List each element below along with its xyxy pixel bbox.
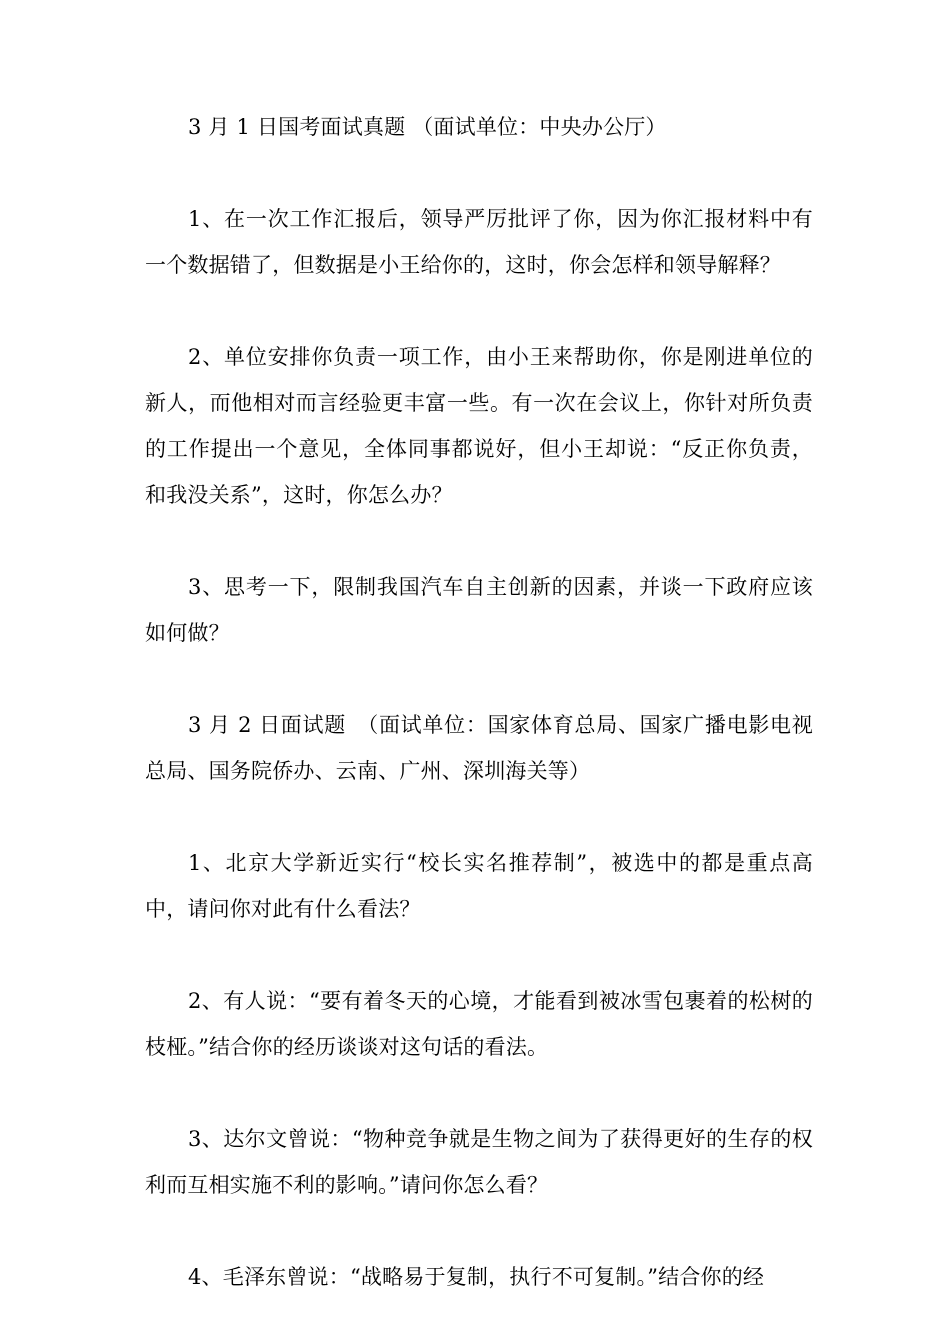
question-paragraph: 4、毛泽东曾说：“战略易于复制，执行不可复制。”结合你的经 bbox=[188, 1265, 765, 1289]
question-paragraph: 1、在一次工作汇报后，领导严厉批评了你，因为你汇报材料中有一个数据错了，但数据是小王给你的，这时，你会怎样和领导解释？ bbox=[145, 207, 813, 277]
section-heading-march-2: 3 月 2 日面试题 （面试单位：国家体育总局、国家广播电影电视总局、国务院侨办、云南、广州、深圳海关等） bbox=[145, 713, 813, 783]
question-paragraph: 2、有人说：“要有着冬天的心境，才能看到被冰雪包裹着的松树的枝桠。”结合你的经历谈谈对这句话的看法。 bbox=[145, 989, 813, 1059]
document-body bbox=[145, 104, 813, 1300]
section-heading-march-1: 3 月 1 日国考面试真题 （面试单位：中央办公厅） bbox=[188, 115, 667, 139]
question-paragraph: 3、达尔文曾说：“物种竞争就是生物之间为了获得更好的生存的权利而互相实施不利的影响。”请问你怎么看？ bbox=[145, 1127, 813, 1197]
question-paragraph: 2、单位安排你负责一项工作，由小王来帮助你，你是刚进单位的新人，而他相对而言经验更丰富一些。有一次在会议上，你针对所负责的工作提出一个意见，全体同事都说好，但小王却说：“反正你负责，和我没关系”，这时，你怎么办？ bbox=[145, 345, 813, 507]
question-paragraph: 1、北京大学新近实行“校长实名推荐制”，被选中的都是重点高中，请问你对此有什么看法？ bbox=[145, 851, 813, 921]
question-paragraph: 3、思考一下，限制我国汽车自主创新的因素，并谈一下政府应该如何做？ bbox=[145, 575, 813, 645]
